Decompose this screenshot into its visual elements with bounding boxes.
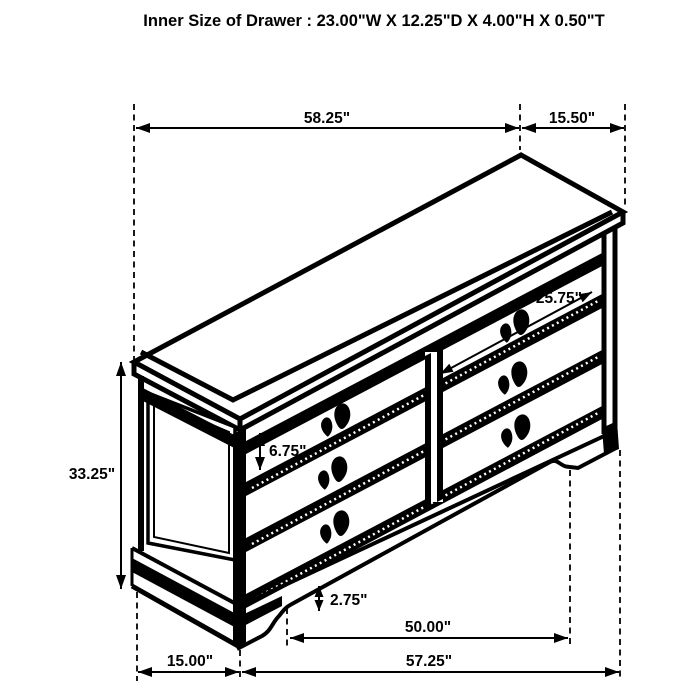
dim-label-foot-height: 2.75" <box>330 592 368 609</box>
dim-overall-height <box>69 362 126 589</box>
dim-label-top-width: 58.25" <box>303 110 351 127</box>
drawer-pull <box>495 412 536 449</box>
dim-side-depth <box>138 653 239 677</box>
dim-label-front-width: 57.25" <box>405 653 453 670</box>
dim-top-width <box>136 110 519 133</box>
dim-front-width <box>242 653 619 677</box>
dim-label-side-depth: 15.00" <box>166 653 214 670</box>
page-title: Inner Size of Drawer : 23.00"W X 12.25"D X 4.00"H X 0.50"T <box>143 12 605 30</box>
drawer-pull <box>314 508 355 545</box>
dim-base-width <box>290 619 568 643</box>
base-molding-side <box>132 548 240 646</box>
center-stile <box>425 347 443 508</box>
dresser-drawing <box>132 155 623 650</box>
dim-label-top-depth: 15.50" <box>548 110 596 127</box>
dim-label-base-width: 50.00" <box>404 619 452 636</box>
dim-foot-height <box>315 586 368 611</box>
dim-top-depth <box>522 110 624 133</box>
dim-label-drawer-diagonal: 25.75" <box>535 290 582 307</box>
dim-label-overall-height: 33.25" <box>68 466 116 483</box>
right-stile <box>604 229 615 434</box>
dim-label-drawer-front-height: 6.75" <box>269 443 307 460</box>
